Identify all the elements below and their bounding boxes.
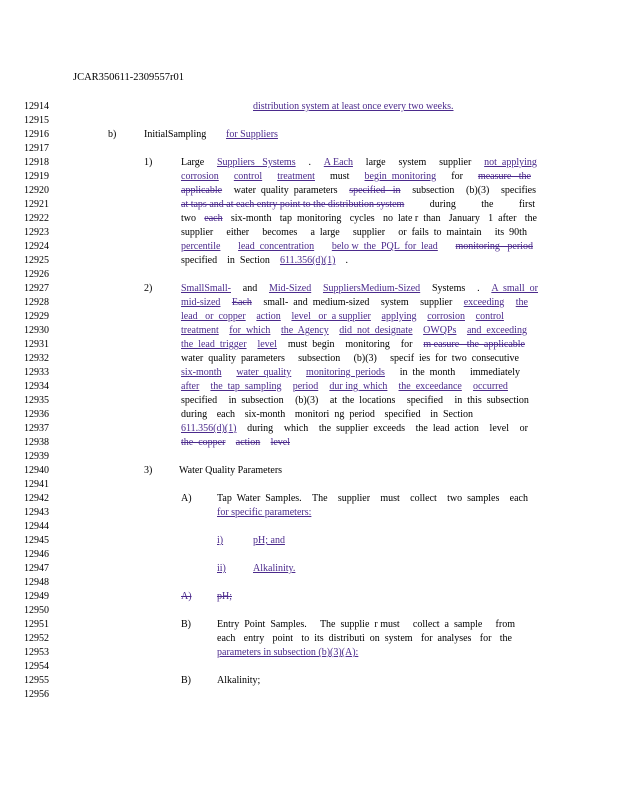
text-segment: subsection bbox=[412, 185, 455, 196]
text-segment: six-month bbox=[230, 213, 272, 224]
text-segment: immediately bbox=[470, 367, 520, 378]
text-segment: mid-sized bbox=[181, 297, 221, 308]
text-segment: Each bbox=[231, 297, 252, 308]
text-segment: specified bbox=[181, 255, 218, 266]
text-segment: 611.356(d)(1) bbox=[279, 255, 336, 266]
text-segment: the lead action bbox=[415, 423, 479, 434]
line-number: 12915 bbox=[24, 115, 49, 126]
text-segment: the lead trigger bbox=[181, 339, 247, 350]
label-A-deleted: A) bbox=[181, 591, 192, 602]
text-segment: corrosion bbox=[181, 171, 219, 182]
line-number: 12949 bbox=[24, 591, 49, 602]
line-number: 12934 bbox=[24, 381, 49, 392]
text-segment: specified bbox=[181, 395, 218, 406]
text-segment: treatment bbox=[181, 325, 219, 336]
text-segment: supplier bbox=[337, 493, 371, 504]
text-segment: supplier bbox=[420, 297, 453, 308]
text-segment: action bbox=[256, 311, 281, 322]
line-number: 12945 bbox=[24, 535, 49, 546]
line-12942-text bbox=[217, 492, 528, 506]
line-12919-text bbox=[181, 170, 531, 184]
text-segment: SuppliersMedium-Sized bbox=[322, 283, 421, 294]
text-segment: Systems bbox=[431, 283, 466, 294]
text-segment: in Section bbox=[227, 255, 270, 266]
text-segment: becomes bbox=[262, 227, 298, 238]
line-number: 12940 bbox=[24, 465, 49, 476]
text-segment: specifies bbox=[500, 185, 536, 196]
label-i: i) bbox=[217, 535, 224, 546]
heading-water-quality-parameters: Water Quality Parameters bbox=[179, 465, 283, 476]
label-ii: ii) bbox=[217, 563, 226, 574]
line-number: 12925 bbox=[24, 255, 49, 266]
line-12933-text bbox=[181, 366, 520, 380]
line-number: 12956 bbox=[24, 689, 49, 700]
text-segment: each bbox=[204, 213, 223, 224]
text-segment: during bbox=[247, 423, 274, 434]
line-12922-text bbox=[181, 212, 537, 226]
text-segment: for bbox=[451, 171, 463, 182]
text-segment: or fails to maintain bbox=[398, 227, 482, 238]
text-segment: for bbox=[400, 339, 413, 350]
line-number: 12920 bbox=[24, 185, 49, 196]
line-12937-text bbox=[181, 422, 528, 436]
text-segment: level or a supplier bbox=[291, 311, 371, 322]
line-12935-text bbox=[181, 394, 529, 408]
line-12953-text: parameters in subsection (b)(3)(A): bbox=[217, 647, 359, 658]
line-number: 12951 bbox=[24, 619, 49, 630]
line-number: 12931 bbox=[24, 339, 49, 350]
line-number: 12944 bbox=[24, 521, 49, 532]
text-segment: entry bbox=[243, 633, 265, 644]
text-segment: during bbox=[181, 409, 208, 420]
line-12936-text bbox=[181, 408, 473, 422]
text-segment: system bbox=[380, 297, 409, 308]
label-B: B) bbox=[181, 619, 191, 630]
line-number: 12914 bbox=[24, 101, 49, 112]
text-segment: 611.356(d)(1) bbox=[181, 423, 237, 434]
text-segment: six-month bbox=[244, 409, 286, 420]
text-segment: and bbox=[242, 283, 258, 294]
text-segment: The bbox=[312, 493, 328, 504]
text-segment: monitoring periods bbox=[306, 367, 385, 378]
heading-for-suppliers: for Suppliers bbox=[226, 129, 278, 140]
text-segment: (b)(3) bbox=[353, 353, 377, 364]
heading-initial-sampling: InitialSampling bbox=[144, 129, 207, 140]
line-12930-text bbox=[181, 324, 527, 338]
text-segment: each bbox=[216, 409, 236, 420]
line-number: 12942 bbox=[24, 493, 49, 504]
line-number: 12929 bbox=[24, 311, 49, 322]
text-segment: monitoring period bbox=[455, 241, 533, 252]
text-segment: a large bbox=[310, 227, 340, 238]
line-number: 12927 bbox=[24, 283, 49, 294]
text-segment: The supplie r must bbox=[319, 619, 400, 630]
line-number: 12924 bbox=[24, 241, 49, 252]
label-b: b) bbox=[108, 129, 117, 140]
text-segment: water quality parameters bbox=[233, 185, 338, 196]
text-segment: the bbox=[524, 213, 537, 224]
text-segment: the copper bbox=[181, 437, 226, 448]
line-12929-text bbox=[181, 310, 504, 324]
label-A: A) bbox=[181, 493, 192, 504]
text-segment: did not designate bbox=[339, 325, 413, 336]
line-12927-text bbox=[181, 282, 538, 296]
label-2: 2) bbox=[144, 283, 153, 294]
label-1: 1) bbox=[144, 157, 153, 168]
line-12934-text bbox=[181, 380, 508, 394]
line-12923-text bbox=[181, 226, 527, 240]
line-number: 12938 bbox=[24, 437, 49, 448]
text-segment: m easure the applicable bbox=[423, 339, 525, 350]
text-segment: lead or copper bbox=[181, 311, 246, 322]
text-segment: A small or bbox=[491, 283, 538, 294]
line-number: 12939 bbox=[24, 451, 49, 462]
text-segment: its 90th bbox=[494, 227, 527, 238]
line-number: 12950 bbox=[24, 605, 49, 616]
text-segment: specified bbox=[406, 395, 443, 406]
text-segment: period bbox=[292, 381, 319, 392]
line-number: 12930 bbox=[24, 325, 49, 336]
line-number: 12948 bbox=[24, 577, 49, 588]
line-12928-text bbox=[181, 296, 528, 310]
text-segment: two samples bbox=[447, 493, 500, 504]
text-segment: subsection bbox=[298, 353, 341, 364]
line-number: 12923 bbox=[24, 227, 49, 238]
text-segment: the tap sampling bbox=[210, 381, 282, 392]
text-segment: . bbox=[477, 283, 480, 294]
text-segment: two bbox=[181, 213, 196, 224]
text-segment: specified bbox=[384, 409, 421, 420]
text-segment: in the month bbox=[399, 367, 456, 378]
text-segment: action bbox=[235, 437, 261, 448]
line-number: 12936 bbox=[24, 409, 49, 420]
text-segment: measure the bbox=[477, 171, 531, 182]
text-segment: collect a sample bbox=[412, 619, 483, 630]
text-segment: for which bbox=[229, 325, 271, 336]
text-segment: from bbox=[495, 619, 515, 630]
text-segment: SmallSmall- bbox=[181, 283, 231, 294]
line-12931-text bbox=[181, 338, 525, 352]
text-segment: after bbox=[181, 381, 200, 392]
text-segment: treatment bbox=[277, 171, 315, 182]
line-number: 12918 bbox=[24, 157, 49, 168]
line-number: 12928 bbox=[24, 297, 49, 308]
line-number: 12941 bbox=[24, 479, 49, 490]
text-segment: during bbox=[429, 199, 456, 210]
text-segment: water quality parameters bbox=[181, 353, 285, 364]
text-segment: corrosion bbox=[427, 311, 465, 322]
line-12943-text: for specific parameters: bbox=[217, 507, 312, 518]
line-12914-text: distribution system at least once every two weeks. bbox=[253, 101, 454, 112]
text-segment: (b)(3) bbox=[466, 185, 490, 196]
item-ph-and: pH; and bbox=[253, 535, 285, 546]
item-alkalinity-new: Alkalinity. bbox=[253, 563, 296, 574]
text-segment: applying bbox=[381, 311, 417, 322]
line-number: 12946 bbox=[24, 549, 49, 560]
line-number: 12952 bbox=[24, 633, 49, 644]
text-segment: must bbox=[380, 493, 400, 504]
text-segment: Mid-Sized bbox=[268, 283, 312, 294]
text-segment: large bbox=[365, 157, 386, 168]
text-segment: exceeding bbox=[463, 297, 505, 308]
text-segment: 1 after bbox=[488, 213, 517, 224]
line-number: 12947 bbox=[24, 563, 49, 574]
text-segment: the bbox=[499, 633, 512, 644]
text-segment: each bbox=[509, 493, 528, 504]
text-segment: at the locations bbox=[329, 395, 396, 406]
text-segment: in subsection bbox=[228, 395, 284, 406]
text-segment: first bbox=[518, 199, 535, 210]
text-segment: or bbox=[519, 423, 528, 434]
text-segment: supplier bbox=[439, 157, 472, 168]
line-number: 12919 bbox=[24, 171, 49, 182]
text-segment: must begin bbox=[287, 339, 335, 350]
text-segment: and exceeding bbox=[466, 325, 527, 336]
line-12952-text bbox=[217, 632, 512, 646]
text-segment: in this subsection bbox=[454, 395, 529, 406]
text-segment: level bbox=[489, 423, 509, 434]
text-segment: for analyses bbox=[420, 633, 472, 644]
text-segment: belo w the PQL for lead bbox=[331, 241, 438, 252]
text-segment: the supplier exceeds bbox=[318, 423, 405, 434]
line-number: 12937 bbox=[24, 423, 49, 434]
line-number: 12921 bbox=[24, 199, 49, 210]
text-segment: monitoring bbox=[345, 339, 390, 350]
text-segment: tap monitoring bbox=[279, 213, 342, 224]
label-B-second: B) bbox=[181, 675, 191, 686]
line-number: 12933 bbox=[24, 367, 49, 378]
text-segment: the exceedance bbox=[398, 381, 462, 392]
text-segment: lead concentration bbox=[238, 241, 315, 252]
text-segment: control bbox=[475, 311, 504, 322]
text-segment: water quality bbox=[236, 367, 292, 378]
line-number: 12943 bbox=[24, 507, 49, 518]
line-number: 12955 bbox=[24, 675, 49, 686]
text-segment: percentile bbox=[181, 241, 221, 252]
text-segment: Tap Water Samples. bbox=[217, 493, 302, 504]
text-segment: to its distributi on system bbox=[301, 633, 413, 644]
text-segment: collect bbox=[410, 493, 437, 504]
text-segment: OWQPs bbox=[423, 325, 457, 336]
line-12924-text bbox=[181, 240, 533, 254]
text-segment: small- and medium-sized bbox=[263, 297, 370, 308]
line-12951-text bbox=[217, 618, 515, 632]
line-12920-text bbox=[181, 184, 536, 198]
text-segment: Entry Point Samples. bbox=[217, 619, 307, 630]
text-segment: either bbox=[226, 227, 250, 238]
line-number: 12932 bbox=[24, 353, 49, 364]
text-segment: . bbox=[308, 157, 311, 168]
text-segment: no late r than bbox=[382, 213, 441, 224]
item-alkalinity-old: Alkalinity; bbox=[217, 675, 261, 686]
line-number: 12926 bbox=[24, 269, 49, 280]
line-12918-text bbox=[181, 156, 537, 170]
line-12932-text bbox=[181, 352, 519, 366]
item-ph-deleted: pH; bbox=[217, 591, 232, 602]
line-12925-text bbox=[181, 254, 348, 268]
line-12938-text bbox=[181, 436, 290, 450]
text-segment: cycles bbox=[349, 213, 375, 224]
line-12921-text bbox=[181, 198, 535, 212]
text-segment: point bbox=[272, 633, 294, 644]
text-segment: Large bbox=[181, 157, 205, 168]
text-segment: begin monitoring bbox=[364, 171, 437, 182]
text-segment: the Agency bbox=[280, 325, 329, 336]
text-segment: in Section bbox=[430, 409, 473, 420]
text-segment: system bbox=[398, 157, 427, 168]
text-segment: which bbox=[283, 423, 309, 434]
text-segment: supplier bbox=[352, 227, 386, 238]
label-3: 3) bbox=[144, 465, 153, 476]
text-segment: specified in bbox=[349, 185, 401, 196]
text-segment: specif ies for two consecutive bbox=[390, 353, 519, 364]
line-number: 12917 bbox=[24, 143, 49, 154]
text-segment: not applying bbox=[484, 157, 537, 168]
text-segment: occurred bbox=[472, 381, 508, 392]
text-segment: six-month bbox=[181, 367, 222, 378]
line-number: 12922 bbox=[24, 213, 49, 224]
document-id: JCAR350611-2309557r01 bbox=[73, 72, 185, 83]
line-number: 12916 bbox=[24, 129, 49, 140]
text-segment: supplier bbox=[181, 227, 214, 238]
text-segment: dur ing which bbox=[329, 381, 388, 392]
text-segment: at taps and at each entry point to the distribution system bbox=[181, 199, 405, 210]
line-number: 12935 bbox=[24, 395, 49, 406]
text-segment: (b)(3) bbox=[295, 395, 319, 406]
text-segment: for bbox=[479, 633, 492, 644]
text-segment: A Each bbox=[323, 157, 353, 168]
text-segment: must bbox=[330, 171, 350, 182]
text-segment: monitori ng period bbox=[294, 409, 375, 420]
text-segment: the bbox=[481, 199, 494, 210]
text-segment: January bbox=[448, 213, 480, 224]
text-segment: applicable bbox=[181, 185, 223, 196]
text-segment: level bbox=[257, 339, 277, 350]
text-segment: each bbox=[217, 633, 236, 644]
text-segment: Suppliers Systems bbox=[216, 157, 296, 168]
text-segment: level bbox=[270, 437, 290, 448]
line-number: 12954 bbox=[24, 661, 49, 672]
text-segment: control bbox=[233, 171, 263, 182]
text-segment: the bbox=[515, 297, 528, 308]
line-number: 12953 bbox=[24, 647, 49, 658]
text-segment: . bbox=[345, 255, 348, 266]
